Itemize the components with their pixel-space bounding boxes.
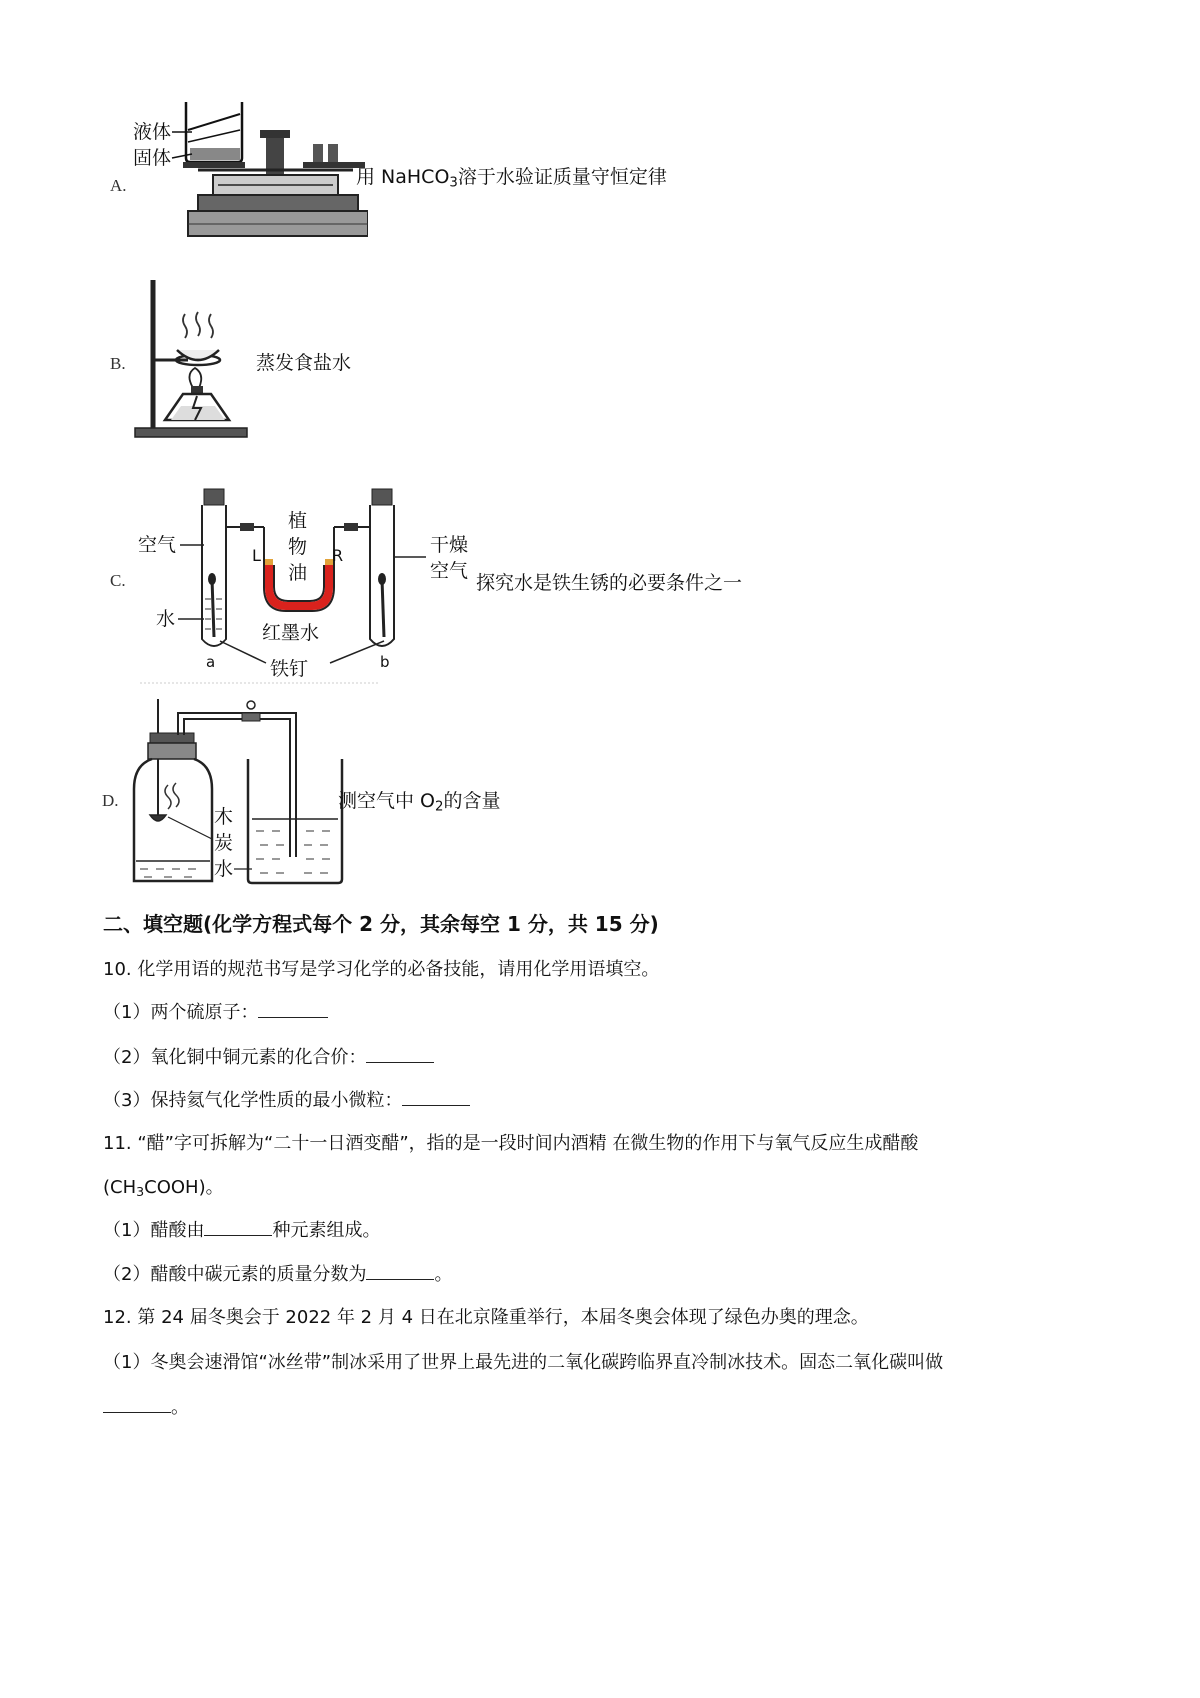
label-shui: 水 [214, 858, 234, 880]
label-water: 水 [156, 608, 176, 630]
label-L: L [252, 546, 261, 565]
option-b-letter: B. [110, 354, 126, 373]
option-d-letter: D. [102, 791, 119, 810]
option-b-caption: 蒸发食盐水 [256, 352, 352, 374]
option-c-figure-rust [134, 487, 474, 685]
answer-blank[interactable] [366, 1043, 434, 1063]
label-dry2: 空气 [430, 560, 469, 582]
label-a: a [206, 653, 216, 671]
label-nail: 铁钉 [270, 658, 309, 680]
label-liquid: 液体 [133, 121, 172, 143]
label-R: R [332, 546, 344, 565]
option-a-figure-balance [128, 100, 368, 240]
label-red-ink: 红墨水 [262, 622, 320, 644]
option-d-figure-oxygen [128, 699, 348, 889]
label-air: 空气 [138, 534, 177, 556]
q10-stem: 10. 化学用语的规范书写是学习化学的必备技能，请用化学用语填空。 [103, 959, 660, 980]
q12-stem: 12. 第 24 届冬奥会于 2022 年 2 月 4 日在北京隆重举行，本届冬奥会体现了绿色办奥的理念。 [103, 1307, 869, 1328]
label-tan: 炭 [214, 832, 234, 854]
q11-stem: 11. “醋”字可拆解为“二十一日酒变醋”，指的是一段时间内酒精 在微生物的作用下与氧气反应生成醋酸 [103, 1133, 919, 1154]
answer-blank[interactable] [258, 998, 328, 1018]
q10-sub3: （3）保持氦气化学性质的最小微粒： [103, 1086, 470, 1112]
label-solid: 固体 [133, 147, 172, 169]
option-b-figure-evaporation [133, 278, 253, 440]
option-c-caption: 探究水是铁生锈的必要条件之一 [476, 572, 743, 594]
answer-blank[interactable] [103, 1393, 171, 1413]
q10-sub1: （1）两个硫原子： [103, 998, 328, 1024]
q12-sub1-continuation: 。 [103, 1393, 189, 1419]
label-zhi: 植 [288, 510, 308, 532]
label-dry1: 干燥 [430, 534, 469, 556]
label-b: b [380, 653, 390, 671]
option-a-letter: A. [110, 176, 127, 195]
option-a-caption: 用 NaHCO$_3$溶于水验证质量守恒定律 [356, 166, 667, 191]
q11-sub2: （2）醋酸中碳元素的质量分数为 。 [103, 1260, 452, 1286]
answer-blank[interactable] [402, 1086, 470, 1106]
q11-formula: $(CH_3COOH)$。 [103, 1177, 224, 1200]
section-heading: 二、填空题(化学方程式每个 2 分，其余每空 1 分，共 15 分) [103, 912, 659, 936]
option-d-caption: 测空气中 $O_2$的含量 [338, 790, 501, 815]
answer-blank[interactable] [366, 1260, 434, 1280]
answer-blank[interactable] [204, 1216, 272, 1236]
q12-sub1: （1）冬奥会速滑馆“冰丝带”制冰采用了世界上最先进的二氧化碳跨临界直冷制冰技术。固态二氧化碳叫做 [103, 1352, 944, 1373]
q10-sub2: （2）氧化铜中铜元素的化合价： [103, 1043, 434, 1069]
label-you: 油 [288, 562, 308, 584]
label-wu: 物 [288, 536, 308, 558]
label-mu: 木 [214, 806, 234, 828]
option-c-letter: C. [110, 571, 126, 590]
q11-sub1: （1）醋酸由 种元素组成。 [103, 1216, 380, 1242]
